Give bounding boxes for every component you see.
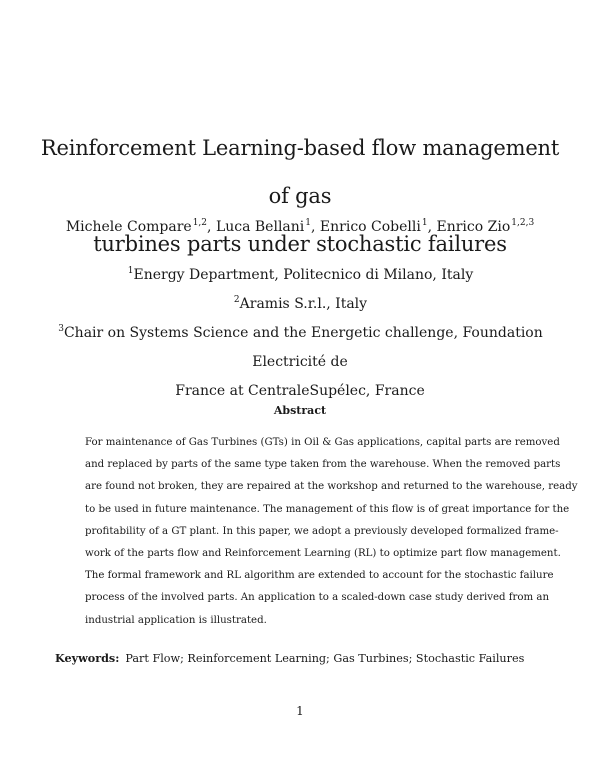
affiliation-text-continued: France at CentraleSupélec, France: [175, 383, 425, 399]
abstract-line: work of the parts flow and Reinforcement Learning (RL) to optimize part flow management.: [85, 548, 561, 560]
keywords: [55, 651, 555, 665]
author-list: [40, 218, 560, 235]
keywords-label: Keywords:: [55, 651, 120, 665]
affiliation-mark: 3: [58, 324, 64, 334]
abstract-line: to be used in future maintenance. The management of this flow is of great importance for the: [85, 503, 570, 515]
affiliation-mark: 1: [127, 266, 134, 276]
abstract-heading: Abstract: [273, 404, 327, 417]
abstract-line: industrial application is illustrated.: [85, 614, 267, 626]
author-name: Enrico Cobelli: [319, 219, 421, 235]
title-line-1: Reinforcement Learning-based flow management of gas: [40, 136, 560, 208]
abstract-line: and replaced by parts of the same type taken from the warehouse. When the removed parts: [85, 459, 561, 471]
author-affiliation-mark: 1,2,3: [511, 218, 535, 228]
author-separator: ,: [427, 219, 437, 235]
affiliation-mark: 2: [233, 295, 240, 305]
affiliation-text: Energy Department, Politecnico di Milano, Italy: [133, 267, 474, 283]
affiliation-text: Chair on Systems Science and the Energetic challenge, Foundation Electricité de: [63, 325, 543, 370]
author-separator: ,: [311, 219, 320, 235]
author: [216, 219, 311, 235]
author: [320, 219, 428, 235]
author-affiliation-mark: 1: [305, 218, 311, 228]
author-name: Luca Bellani: [215, 219, 305, 235]
author: [437, 219, 535, 235]
page-number: 1: [296, 704, 304, 718]
affiliation: [30, 315, 570, 406]
author-name: Enrico Zio: [436, 219, 511, 235]
title-line-2: turbines parts under stochastic failures: [93, 232, 507, 256]
affiliation-text: Aramis S.r.l., Italy: [239, 296, 368, 312]
abstract-line: The formal framework and RL algorithm are extended to account for the stochastic failure: [85, 570, 554, 582]
abstract-line: process of the involved parts. An application to a scaled-down case study derived from an: [85, 592, 550, 604]
author-name: Michele Compare: [65, 219, 192, 235]
abstract-line: For maintenance of Gas Turbines (GTs) in Oil & Gas applications, capital parts are removed: [85, 437, 560, 448]
author: [66, 219, 207, 235]
abstract-line: profitability of a GT plant. In this paper, we adopt a previously developed formalized frame-: [85, 525, 559, 537]
paper-title: [40, 124, 560, 268]
keywords-text: Part Flow; Reinforcement Learning; Gas Turbines; Stochastic Failures: [125, 652, 525, 665]
author-affiliation-mark: 1,2: [192, 218, 208, 228]
author-affiliation-mark: 1: [421, 218, 428, 228]
abstract-line: are found not broken, they are repaired at the workshop and returned to the warehouse, ready: [85, 481, 578, 493]
abstract-body: [85, 432, 578, 632]
author-separator: ,: [207, 219, 216, 235]
